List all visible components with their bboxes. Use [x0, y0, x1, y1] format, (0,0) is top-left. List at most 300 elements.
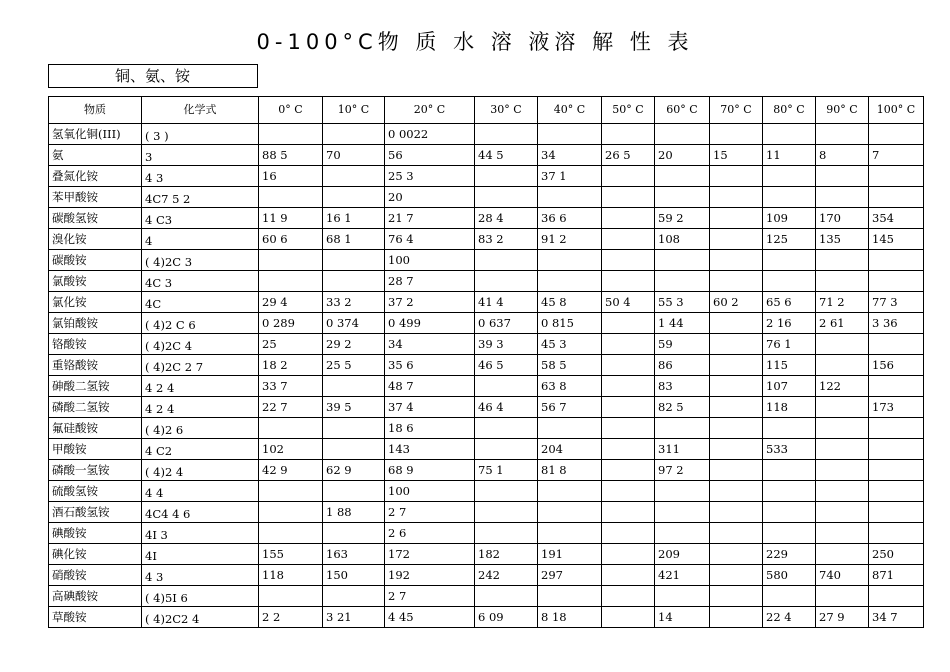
solubility-value: 118	[259, 565, 323, 586]
solubility-value	[602, 460, 655, 481]
solubility-value: 6 09	[475, 607, 538, 628]
solubility-value	[602, 166, 655, 187]
solubility-value: 91 2	[538, 229, 602, 250]
formula-text: 4 C2	[145, 444, 173, 458]
solubility-value	[869, 439, 924, 460]
chemical-formula	[142, 145, 259, 166]
solubility-value: 29 2	[323, 334, 385, 355]
solubility-value: 39 3	[475, 334, 538, 355]
formula-text: 4 C3	[145, 213, 173, 227]
solubility-value: 229	[763, 544, 816, 565]
solubility-value	[602, 418, 655, 439]
substance-name: 重铬酸铵	[49, 355, 142, 376]
solubility-value	[323, 271, 385, 292]
solubility-value: 22 7	[259, 397, 323, 418]
solubility-value: 45 8	[538, 292, 602, 313]
substance-name: 磷酸二氢铵	[49, 397, 142, 418]
section-label: 铜、氨、铵	[48, 64, 258, 88]
solubility-value	[538, 586, 602, 607]
solubility-value: 204	[538, 439, 602, 460]
substance-name: 苯甲酸铵	[49, 187, 142, 208]
formula-text: ( 4)2 4	[145, 465, 184, 479]
substance-name: 碘酸铵	[49, 523, 142, 544]
solubility-value	[816, 523, 869, 544]
solubility-value: 39 5	[323, 397, 385, 418]
table-row	[49, 292, 924, 313]
solubility-value	[602, 523, 655, 544]
solubility-value: 16	[259, 166, 323, 187]
solubility-value	[538, 523, 602, 544]
solubility-value: 2 6	[385, 523, 475, 544]
formula-text: 4 2 4	[145, 381, 175, 395]
solubility-value	[602, 208, 655, 229]
col-header-20c: 20° C	[385, 97, 475, 124]
solubility-value: 34	[538, 145, 602, 166]
solubility-value: 86	[655, 355, 710, 376]
solubility-value	[869, 418, 924, 439]
solubility-value: 25 3	[385, 166, 475, 187]
solubility-value	[259, 502, 323, 523]
solubility-value	[869, 481, 924, 502]
table-row	[49, 418, 924, 439]
table-row	[49, 124, 924, 145]
formula-text: 4 3	[145, 171, 164, 185]
solubility-value: 0 374	[323, 313, 385, 334]
substance-name: 叠氮化铵	[49, 166, 142, 187]
solubility-value	[655, 187, 710, 208]
table-row	[49, 376, 924, 397]
substance-name: 硝酸铵	[49, 565, 142, 586]
col-header-formula: 化学式	[142, 97, 259, 124]
solubility-value	[602, 229, 655, 250]
solubility-value: 191	[538, 544, 602, 565]
solubility-value: 76 4	[385, 229, 475, 250]
solubility-value: 26 5	[602, 145, 655, 166]
solubility-value: 50 4	[602, 292, 655, 313]
table-row	[49, 502, 924, 523]
solubility-value: 172	[385, 544, 475, 565]
table-row	[49, 565, 924, 586]
solubility-value	[475, 481, 538, 502]
formula-text: 4C 3	[145, 276, 173, 290]
substance-name: 磷酸一氢铵	[49, 460, 142, 481]
solubility-value: 209	[655, 544, 710, 565]
substance-name: 碳酸铵	[49, 250, 142, 271]
solubility-value: 0 637	[475, 313, 538, 334]
solubility-value	[816, 271, 869, 292]
formula-text: 3	[145, 150, 153, 164]
solubility-value	[869, 187, 924, 208]
solubility-value: 16 1	[323, 208, 385, 229]
solubility-value: 3 36	[869, 313, 924, 334]
solubility-value: 55 3	[655, 292, 710, 313]
solubility-value	[475, 502, 538, 523]
solubility-value: 36 6	[538, 208, 602, 229]
solubility-value: 35 6	[385, 355, 475, 376]
substance-name: 酒石酸氢铵	[49, 502, 142, 523]
solubility-value: 173	[869, 397, 924, 418]
solubility-value: 740	[816, 565, 869, 586]
substance-name: 高碘酸铵	[49, 586, 142, 607]
solubility-value	[323, 439, 385, 460]
solubility-value	[602, 607, 655, 628]
solubility-value: 250	[869, 544, 924, 565]
solubility-value: 22 4	[763, 607, 816, 628]
solubility-value: 102	[259, 439, 323, 460]
solubility-value: 122	[816, 376, 869, 397]
solubility-value: 107	[763, 376, 816, 397]
formula-text: ( 4)2C 4	[145, 339, 193, 353]
solubility-value: 297	[538, 565, 602, 586]
substance-name: 碘化铵	[49, 544, 142, 565]
solubility-value	[816, 334, 869, 355]
table-row	[49, 355, 924, 376]
solubility-value: 0 0022	[385, 124, 475, 145]
solubility-value: 56 7	[538, 397, 602, 418]
solubility-value	[475, 250, 538, 271]
solubility-value	[763, 418, 816, 439]
solubility-value: 34	[385, 334, 475, 355]
table-row	[49, 145, 924, 166]
solubility-value: 33 2	[323, 292, 385, 313]
solubility-value: 115	[763, 355, 816, 376]
solubility-value	[869, 502, 924, 523]
solubility-value: 155	[259, 544, 323, 565]
table-row	[49, 250, 924, 271]
solubility-value	[816, 166, 869, 187]
solubility-value: 421	[655, 565, 710, 586]
solubility-value	[538, 418, 602, 439]
solubility-value	[816, 250, 869, 271]
solubility-value: 1 88	[323, 502, 385, 523]
chemical-formula	[142, 250, 259, 271]
solubility-value: 48 7	[385, 376, 475, 397]
solubility-value	[655, 418, 710, 439]
solubility-value: 8	[816, 145, 869, 166]
solubility-value	[816, 355, 869, 376]
chemical-formula	[142, 439, 259, 460]
substance-name: 氨	[49, 145, 142, 166]
solubility-value: 25 5	[323, 355, 385, 376]
solubility-value	[710, 229, 763, 250]
solubility-value	[323, 418, 385, 439]
chemical-formula	[142, 397, 259, 418]
solubility-value: 25	[259, 334, 323, 355]
solubility-value	[816, 397, 869, 418]
solubility-value: 75 1	[475, 460, 538, 481]
solubility-value: 108	[655, 229, 710, 250]
table-row	[49, 586, 924, 607]
formula-text: 4I 3	[145, 528, 168, 542]
solubility-value: 156	[869, 355, 924, 376]
solubility-value	[602, 502, 655, 523]
solubility-value: 11	[763, 145, 816, 166]
solubility-value	[710, 355, 763, 376]
chemical-formula	[142, 271, 259, 292]
table-row	[49, 523, 924, 544]
solubility-value	[763, 166, 816, 187]
solubility-value	[602, 565, 655, 586]
col-header-70c: 70° C	[710, 97, 763, 124]
chemical-formula	[142, 544, 259, 565]
solubility-value	[869, 376, 924, 397]
solubility-value	[259, 187, 323, 208]
solubility-value	[655, 523, 710, 544]
solubility-value	[602, 124, 655, 145]
col-header-40c: 40° C	[538, 97, 602, 124]
table-row	[49, 607, 924, 628]
solubility-value	[710, 250, 763, 271]
solubility-value	[323, 586, 385, 607]
solubility-value: 18 6	[385, 418, 475, 439]
solubility-value: 15	[710, 145, 763, 166]
solubility-value: 44 5	[475, 145, 538, 166]
solubility-value	[869, 124, 924, 145]
solubility-value	[816, 481, 869, 502]
solubility-value	[475, 376, 538, 397]
solubility-value: 533	[763, 439, 816, 460]
solubility-value	[710, 481, 763, 502]
solubility-value: 871	[869, 565, 924, 586]
solubility-value	[259, 586, 323, 607]
substance-name: 氯化铵	[49, 292, 142, 313]
solubility-value	[602, 334, 655, 355]
solubility-value	[655, 481, 710, 502]
formula-text: ( 3 )	[145, 129, 169, 143]
solubility-value: 63 8	[538, 376, 602, 397]
solubility-value	[475, 523, 538, 544]
solubility-value	[475, 418, 538, 439]
solubility-value	[602, 271, 655, 292]
solubility-value: 81 8	[538, 460, 602, 481]
solubility-value: 109	[763, 208, 816, 229]
solubility-value	[538, 271, 602, 292]
solubility-value	[816, 124, 869, 145]
solubility-value	[655, 586, 710, 607]
col-header-80c: 80° C	[763, 97, 816, 124]
chemical-formula	[142, 460, 259, 481]
solubility-value: 163	[323, 544, 385, 565]
solubility-value	[538, 124, 602, 145]
solubility-value: 41 4	[475, 292, 538, 313]
table-row	[49, 334, 924, 355]
solubility-value	[602, 376, 655, 397]
chemical-formula	[142, 208, 259, 229]
solubility-value: 21 7	[385, 208, 475, 229]
formula-text: ( 4)2C 2 7	[145, 360, 204, 374]
col-header-60c: 60° C	[655, 97, 710, 124]
solubility-value	[655, 271, 710, 292]
col-header-substance: 物质	[49, 97, 142, 124]
solubility-value	[602, 187, 655, 208]
solubility-value	[710, 271, 763, 292]
solubility-value	[710, 313, 763, 334]
solubility-value	[816, 439, 869, 460]
solubility-value: 20	[385, 187, 475, 208]
substance-name: 氯铂酸铵	[49, 313, 142, 334]
solubility-value	[869, 271, 924, 292]
col-header-50c: 50° C	[602, 97, 655, 124]
table-row	[49, 166, 924, 187]
substance-name: 砷酸二氢铵	[49, 376, 142, 397]
solubility-value: 242	[475, 565, 538, 586]
solubility-value: 29 4	[259, 292, 323, 313]
solubility-value: 68 9	[385, 460, 475, 481]
solubility-value: 580	[763, 565, 816, 586]
solubility-value	[816, 586, 869, 607]
solubility-value	[655, 124, 710, 145]
solubility-value: 33 7	[259, 376, 323, 397]
solubility-value: 28 7	[385, 271, 475, 292]
solubility-value	[602, 586, 655, 607]
solubility-value: 192	[385, 565, 475, 586]
solubility-value: 0 289	[259, 313, 323, 334]
solubility-value: 2 7	[385, 502, 475, 523]
solubility-value: 0 499	[385, 313, 475, 334]
solubility-value: 70	[323, 145, 385, 166]
solubility-value	[538, 481, 602, 502]
chemical-formula	[142, 523, 259, 544]
solubility-value: 4 45	[385, 607, 475, 628]
chemical-formula	[142, 607, 259, 628]
solubility-value: 3 21	[323, 607, 385, 628]
solubility-value: 125	[763, 229, 816, 250]
solubility-value	[655, 166, 710, 187]
substance-name: 硫酸氢铵	[49, 481, 142, 502]
solubility-value	[710, 187, 763, 208]
solubility-value: 37 4	[385, 397, 475, 418]
solubility-value: 20	[655, 145, 710, 166]
solubility-value	[763, 586, 816, 607]
solubility-value: 77 3	[869, 292, 924, 313]
solubility-value	[869, 166, 924, 187]
solubility-value	[710, 565, 763, 586]
chemical-formula	[142, 166, 259, 187]
table-row	[49, 208, 924, 229]
solubility-value	[763, 124, 816, 145]
solubility-value: 56	[385, 145, 475, 166]
solubility-value: 88 5	[259, 145, 323, 166]
solubility-value: 18 2	[259, 355, 323, 376]
solubility-value: 76 1	[763, 334, 816, 355]
solubility-value	[763, 187, 816, 208]
solubility-value: 0 815	[538, 313, 602, 334]
solubility-value	[323, 523, 385, 544]
solubility-value: 145	[869, 229, 924, 250]
table-row	[49, 271, 924, 292]
solubility-value	[763, 460, 816, 481]
substance-name: 碳酸氢铵	[49, 208, 142, 229]
solubility-value: 60 2	[710, 292, 763, 313]
solubility-value	[816, 502, 869, 523]
solubility-value	[816, 418, 869, 439]
solubility-value: 14	[655, 607, 710, 628]
solubility-value	[602, 481, 655, 502]
substance-name: 氯酸铵	[49, 271, 142, 292]
solubility-value	[602, 439, 655, 460]
solubility-value	[710, 586, 763, 607]
solubility-value	[710, 439, 763, 460]
formula-text: ( 4)2C2 4	[145, 612, 200, 626]
page-title: 0-100°C物 质 水 溶 液溶 解 性 表	[256, 30, 694, 54]
solubility-value: 8 18	[538, 607, 602, 628]
solubility-value: 1 44	[655, 313, 710, 334]
chemical-formula	[142, 187, 259, 208]
solubility-value	[538, 187, 602, 208]
solubility-value	[710, 544, 763, 565]
solubility-value: 150	[323, 565, 385, 586]
solubility-value: 118	[763, 397, 816, 418]
col-header-0c: 0° C	[259, 97, 323, 124]
table-row	[49, 544, 924, 565]
formula-text: 4 4	[145, 486, 164, 500]
solubility-value: 354	[869, 208, 924, 229]
chemical-formula	[142, 313, 259, 334]
solubility-value	[655, 502, 710, 523]
formula-text: 4 3	[145, 570, 164, 584]
table-row	[49, 313, 924, 334]
solubility-value	[710, 502, 763, 523]
chemical-formula	[142, 355, 259, 376]
solubility-value: 46 4	[475, 397, 538, 418]
chemical-formula	[142, 586, 259, 607]
substance-name: 铬酸铵	[49, 334, 142, 355]
solubility-value	[816, 460, 869, 481]
solubility-value	[602, 313, 655, 334]
solubility-value: 143	[385, 439, 475, 460]
solubility-value	[763, 502, 816, 523]
solubility-value: 311	[655, 439, 710, 460]
substance-name: 氟硅酸铵	[49, 418, 142, 439]
solubility-value: 170	[816, 208, 869, 229]
col-header-10c: 10° C	[323, 97, 385, 124]
solubility-value: 83 2	[475, 229, 538, 250]
formula-text: 4 2 4	[145, 402, 175, 416]
solubility-value: 71 2	[816, 292, 869, 313]
solubility-value	[475, 187, 538, 208]
table-row	[49, 460, 924, 481]
solubility-value: 135	[816, 229, 869, 250]
table-row	[49, 187, 924, 208]
chemical-formula	[142, 376, 259, 397]
solubility-value	[602, 397, 655, 418]
solubility-value	[763, 481, 816, 502]
table-row	[49, 397, 924, 418]
solubility-value	[869, 250, 924, 271]
solubility-value: 46 5	[475, 355, 538, 376]
formula-text: ( 4)2C 3	[145, 255, 193, 269]
solubility-value	[475, 271, 538, 292]
solubility-value: 37 1	[538, 166, 602, 187]
chemical-formula	[142, 334, 259, 355]
solubility-value	[869, 460, 924, 481]
solubility-value	[259, 271, 323, 292]
solubility-value	[323, 166, 385, 187]
solubility-value	[602, 355, 655, 376]
solubility-value	[763, 523, 816, 544]
col-header-100c: 100° C	[869, 97, 924, 124]
solubility-value	[475, 166, 538, 187]
formula-text: 4C	[145, 297, 162, 311]
solubility-value: 65 6	[763, 292, 816, 313]
solubility-value	[763, 271, 816, 292]
substance-name: 溴化铵	[49, 229, 142, 250]
solubility-value: 97 2	[655, 460, 710, 481]
solubility-value: 2 61	[816, 313, 869, 334]
formula-text: 4	[145, 234, 153, 248]
formula-text: 4C4 4 6	[145, 507, 191, 521]
col-header-90c: 90° C	[816, 97, 869, 124]
